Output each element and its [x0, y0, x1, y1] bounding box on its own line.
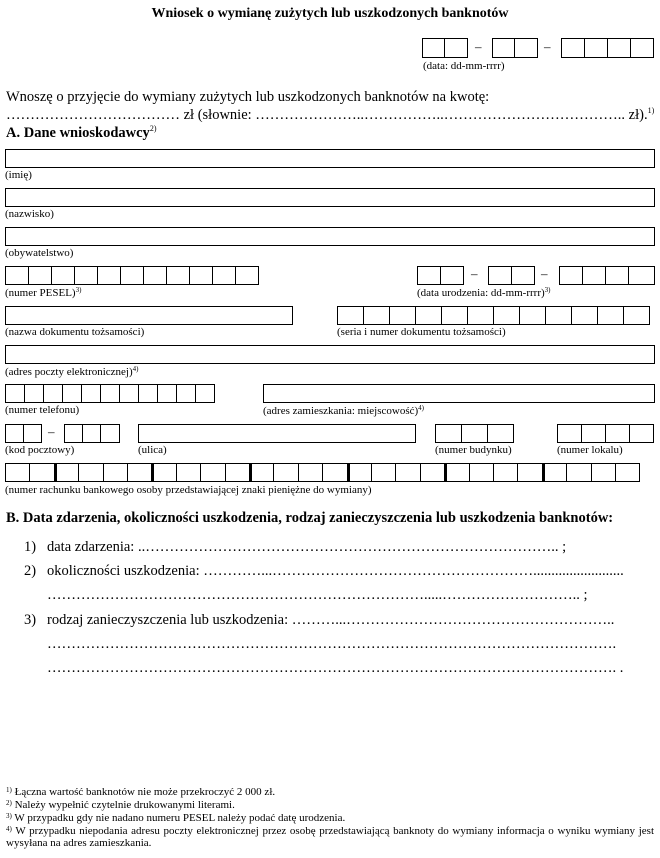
bank-account-cell[interactable] [273, 463, 298, 482]
birth-date-dash: – [541, 266, 548, 281]
postal-cell[interactable] [5, 424, 24, 443]
postal-cell[interactable] [23, 424, 42, 443]
damage-type-line-3[interactable]: ………………………………………………………………………………………………………. . [47, 660, 624, 676]
footnote-ref: 2) [149, 124, 157, 133]
building-number-cell[interactable] [487, 424, 514, 443]
id-document-series-cell[interactable] [597, 306, 624, 325]
bank-account-cell[interactable] [542, 463, 567, 482]
phone-cell[interactable] [5, 384, 25, 403]
id-document-series-cell[interactable] [571, 306, 598, 325]
flat-number-label: (numer lokalu) [557, 444, 623, 456]
item-number: 3) [24, 612, 37, 628]
pesel-cell[interactable] [143, 266, 167, 285]
amount-text: ……………………………… zł (słownie: …………………..……………..……………………………….. zł). [6, 107, 648, 123]
id-document-series-cell[interactable] [623, 306, 650, 325]
footnote-ref: 1) [647, 106, 655, 115]
phone-cell[interactable] [157, 384, 177, 403]
phone-cell[interactable] [176, 384, 196, 403]
form-title: Wniosek o wymianę zużytych lub uszkodzonych banknotów [151, 6, 509, 21]
footnote-4 [6, 823, 654, 849]
postal-cell[interactable] [64, 424, 83, 443]
bank-account-cell[interactable] [176, 463, 201, 482]
birth-date-cell[interactable] [488, 266, 512, 285]
last-name-label: (nazwisko) [5, 208, 54, 220]
date-cell[interactable] [492, 38, 515, 58]
pesel-cell[interactable] [74, 266, 98, 285]
damage-type-line[interactable]: rodzaj zanieczyszczenia lub uszkodzenia: ………...……………………………………………….. [47, 612, 615, 628]
bank-account-cell[interactable] [225, 463, 250, 482]
id-document-series-cell[interactable] [545, 306, 572, 325]
street-label: (ulica) [138, 444, 167, 456]
id-document-series-cell[interactable] [389, 306, 416, 325]
phone-cell[interactable] [62, 384, 82, 403]
bank-account-cell[interactable] [103, 463, 128, 482]
date-dash: – [544, 39, 551, 54]
flat-number-cell[interactable] [581, 424, 606, 443]
bank-account-cell[interactable] [615, 463, 640, 482]
building-number-label: (numer budynku) [435, 444, 512, 456]
footnote-ref: 3) [544, 286, 551, 294]
pesel-cell[interactable] [5, 266, 29, 285]
id-document-name-input[interactable] [5, 306, 293, 325]
building-number-cell[interactable] [461, 424, 488, 443]
footnote-text: W przypadku gdy nie nadano numeru PESEL należy podać datę urodzenia. [14, 812, 346, 824]
bank-account-cell[interactable] [566, 463, 591, 482]
id-document-series-label: (seria i numer dokumentu tożsamości) [337, 326, 506, 338]
first-name-input[interactable] [5, 149, 655, 168]
item-number: 2) [24, 563, 37, 579]
birth-date-cell[interactable] [582, 266, 606, 285]
pesel-cell[interactable] [235, 266, 259, 285]
flat-number-cell[interactable] [605, 424, 630, 443]
footnote-3 [6, 810, 654, 824]
bank-account-cell[interactable] [395, 463, 420, 482]
bank-account-cell[interactable] [54, 463, 79, 482]
postal-code-label: (kod pocztowy) [5, 444, 75, 456]
pesel-cell[interactable] [28, 266, 52, 285]
footnote-1 [6, 784, 654, 798]
birth-date-label [417, 286, 551, 299]
pesel-cell[interactable] [97, 266, 121, 285]
intro-text: Wnoszę o przyjęcie do wymiany zużytych lub uszkodzonych banknotów na kwotę: [6, 89, 490, 105]
bank-account-cell[interactable] [29, 463, 54, 482]
id-document-series-cell[interactable] [415, 306, 442, 325]
section-a-title: A. Dane wnioskodawcy [6, 125, 150, 141]
pesel-label [5, 286, 81, 299]
city-input[interactable] [263, 384, 655, 403]
amount-line [6, 106, 654, 124]
first-name-label: (imię) [5, 169, 32, 181]
date-cell[interactable] [422, 38, 445, 58]
bank-account-cell[interactable] [5, 463, 30, 482]
birth-date-cell[interactable] [559, 266, 583, 285]
footnote-ref: 3) [75, 286, 82, 294]
footnote-2 [6, 797, 654, 811]
footnote-ref: 4) [132, 365, 139, 373]
date-cell[interactable] [607, 38, 631, 58]
birth-date-cell[interactable] [511, 266, 535, 285]
footnote-number: 3) [6, 812, 12, 820]
postal-cell[interactable] [82, 424, 101, 443]
phone-cell[interactable] [81, 384, 101, 403]
footnote-text: Należy wypełnić czytelnie drukowanymi literami. [14, 799, 235, 811]
city-label-text: (adres zamieszkania: miejscowość) [263, 405, 419, 417]
bank-account-cell[interactable] [493, 463, 518, 482]
id-document-series-cell[interactable] [519, 306, 546, 325]
event-date-line[interactable]: data zdarzenia: ..………………………………………………………………………….. ; [47, 539, 567, 555]
bank-account-cell[interactable] [249, 463, 274, 482]
id-document-series-cell[interactable] [441, 306, 468, 325]
citizenship-input[interactable] [5, 227, 655, 246]
birth-date-cell[interactable] [605, 266, 629, 285]
bank-account-cell[interactable] [444, 463, 469, 482]
id-document-series-cell[interactable] [467, 306, 494, 325]
bank-account-cell[interactable] [591, 463, 616, 482]
birth-date-cell[interactable] [628, 266, 655, 285]
footnote-number: 2) [6, 799, 12, 807]
building-number-cell[interactable] [435, 424, 462, 443]
pesel-cell[interactable] [212, 266, 236, 285]
birth-date-cell[interactable] [417, 266, 441, 285]
birth-date-label-text: (data urodzenia: dd-mm-rrrr) [417, 287, 545, 299]
phone-cell[interactable] [43, 384, 63, 403]
bank-account-cell[interactable] [151, 463, 176, 482]
date-dash: – [475, 39, 482, 54]
damage-circumstances-line[interactable]: okoliczności uszkodzenia: …………...………………………………………………......................... [47, 563, 624, 579]
birth-date-cell[interactable] [440, 266, 464, 285]
item-number: 1) [24, 539, 37, 555]
date-cell[interactable] [630, 38, 654, 58]
email-input[interactable] [5, 345, 655, 364]
bank-account-cell[interactable] [517, 463, 542, 482]
bank-account-cell[interactable] [371, 463, 396, 482]
phone-cell[interactable] [195, 384, 215, 403]
flat-number-cell[interactable] [629, 424, 654, 443]
date-format-label: (data: dd-mm-rrrr) [423, 60, 505, 72]
bank-account-cell[interactable] [322, 463, 347, 482]
date-cell[interactable] [444, 38, 468, 58]
id-document-series-cell[interactable] [363, 306, 390, 325]
street-input[interactable] [138, 424, 416, 443]
phone-cell[interactable] [100, 384, 120, 403]
damage-circumstances-line-2[interactable]: …………………………………………………………………….....……………………….. ; [47, 587, 588, 603]
postal-dash: – [48, 424, 55, 439]
date-cell[interactable] [514, 38, 538, 58]
citizenship-label: (obywatelstwo) [5, 247, 74, 259]
pesel-cell[interactable] [189, 266, 213, 285]
city-label [263, 404, 424, 417]
email-label-text: (adres poczty elektronicznej) [5, 366, 133, 378]
id-document-series-cell[interactable] [337, 306, 364, 325]
last-name-input[interactable] [5, 188, 655, 207]
bank-account-cell[interactable] [469, 463, 494, 482]
pesel-cell[interactable] [166, 266, 190, 285]
phone-cell[interactable] [138, 384, 158, 403]
section-b-heading: B. Data zdarzenia, okoliczności uszkodzenia, rodzaj zanieczyszczenia lub uszkodzenia banknotów: [6, 510, 614, 526]
bank-account-cell[interactable] [200, 463, 225, 482]
birth-date-dash: – [471, 266, 478, 281]
pesel-cell[interactable] [51, 266, 75, 285]
postal-cell[interactable] [100, 424, 120, 443]
bank-account-cell[interactable] [78, 463, 103, 482]
footnote-text: W przypadku niepodania adresu poczty elektronicznej przez osobę przedstawiającą banknoty do wymiany informacja o wyniku wymiany jest wysyłana na adres zamieszkania. [6, 825, 654, 849]
email-label [5, 365, 139, 378]
damage-type-line-2[interactable]: ………………………………………………………………………………………………………. [47, 636, 617, 652]
pesel-cell[interactable] [120, 266, 144, 285]
bank-account-label: (numer rachunku bankowego osoby przedstawiającej znaki pieniężne do wymiany) [5, 484, 372, 496]
footnote-number: 1) [6, 786, 12, 794]
flat-number-cell[interactable] [557, 424, 582, 443]
phone-label: (numer telefonu) [5, 404, 80, 416]
footnote-ref: 4) [418, 404, 424, 412]
bank-account-cell[interactable] [127, 463, 152, 482]
id-document-name-label: (nazwa dokumentu tożsamości) [5, 326, 145, 338]
date-cell[interactable] [561, 38, 585, 58]
bank-account-cell[interactable] [347, 463, 372, 482]
bank-account-cell[interactable] [298, 463, 323, 482]
bank-account-cell[interactable] [420, 463, 445, 482]
phone-cell[interactable] [24, 384, 44, 403]
footnote-text: Łączna wartość banknotów nie może przekroczyć 2 000 zł. [14, 786, 276, 798]
section-a-heading [6, 124, 156, 142]
id-document-series-cell[interactable] [493, 306, 520, 325]
date-cell[interactable] [584, 38, 608, 58]
footnote-number: 4) [6, 825, 12, 833]
pesel-label-text: (numer PESEL) [5, 287, 76, 299]
phone-cell[interactable] [119, 384, 139, 403]
